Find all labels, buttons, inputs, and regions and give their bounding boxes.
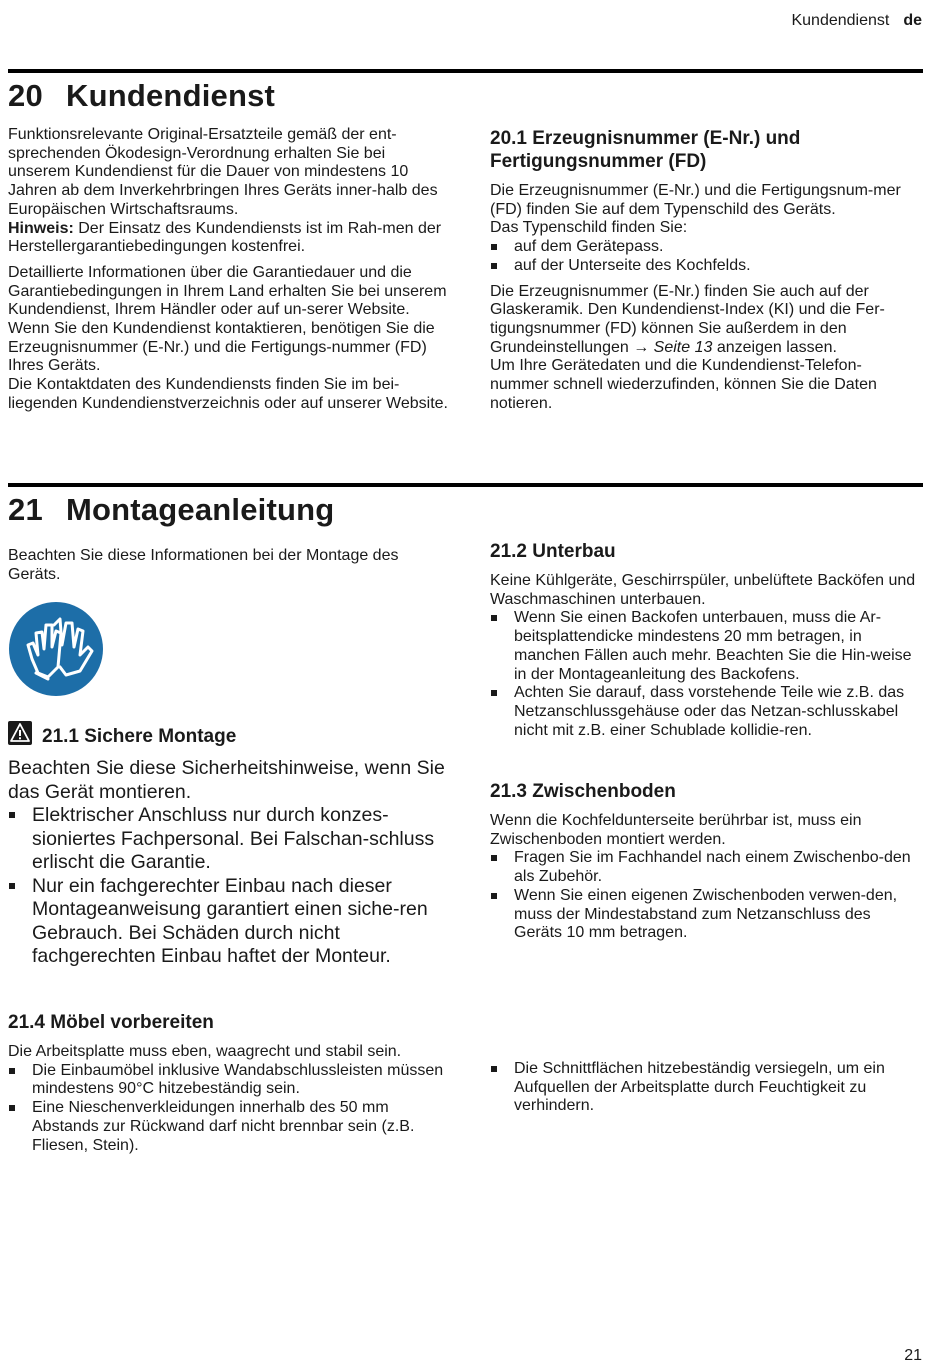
paragraph: Funktionsrelevante Original-Ersatzteile gemäß der ent-sprechenden Ökodesign-Verordnung erhalten Sie bei unserem Kundendienst für die Dauer von mindestens 10 Jahren ab dem Inverkehrbringen Ihres Geräts inner-halb des Europäischen Wirtschaftsraums. [8, 126, 438, 218]
page-reference-link[interactable]: Seite 13 [653, 338, 713, 356]
section-21-2 [490, 540, 920, 740]
section-21-4-right [490, 1060, 920, 1116]
list-item: Achten Sie darauf, dass vorstehende Teile wie z.B. das Netzanschlussgehäuse oder das Netzan-schlusskabel nicht mit z.B. einer Schublade kollidie-ren. [490, 684, 920, 740]
arrow-icon: → [633, 338, 650, 356]
note [8, 220, 448, 257]
section-21-intro: Beachten Sie diese Informationen bei der Montage des Geräts. [8, 547, 399, 583]
list-item: Die Schnittflächen hitzebeständig versiegeln, um ein Aufquellen der Arbeitsplatte durch Feuchtigkeit zu verhindern. [490, 1060, 920, 1116]
subsection-body [490, 182, 920, 413]
bullet-list [8, 1062, 448, 1156]
subsection-title: 21.2 Unterbau [490, 541, 616, 562]
list-item: Elektrischer Anschluss nur durch konzes-sioniertes Fachpersonal. Bei Falschan-schluss erlischt die Garantie. [8, 804, 448, 875]
section-title: Montageanleitung [66, 492, 335, 527]
subsection-body [490, 572, 920, 740]
bullet-list [490, 1060, 920, 1116]
subsection-body [490, 812, 920, 943]
gloves-icon [8, 601, 104, 697]
section-21-1 [8, 721, 448, 969]
list-item: Die Einbaumöbel inklusive Wandabschlussleisten müssen mindestens 90°C hitzebeständig sein. [8, 1062, 448, 1099]
paragraph: Wenn Sie den Kundendienst kontaktieren, benötigen Sie die Erzeugnisnummer (E-Nr.) und die Fertigungs-nummer (FD) Ihres Geräts. [8, 320, 435, 375]
subsection-body [8, 1043, 448, 1155]
list-item: Fragen Sie im Fachhandel nach einem Zwischenbo-den als Zubehör. [490, 849, 920, 886]
subsection-title: 21.4 Möbel vorbereiten [8, 1012, 214, 1033]
paragraph: Die Erzeugnisnummer (E-Nr.) und die Fertigungsnum-mer (FD) finden Sie auf dem Typenschild des Geräts. [490, 182, 901, 218]
subsection-title: 21.3 Zwischenboden [490, 781, 676, 802]
header-section: Kundendienst [791, 12, 890, 29]
list-item: Eine Nieschenverkleidungen innerhalb des 50 mm Abstands zur Rückwand darf nicht brennbar sein (z.B. Fliesen, Stein). [8, 1099, 448, 1155]
subsection-title-row [8, 721, 448, 748]
section-21-3 [490, 780, 920, 943]
section-title: Kundendienst [66, 78, 276, 113]
list-item: auf dem Gerätepass. [490, 238, 920, 257]
bullet-list [8, 804, 448, 969]
paragraph: Die Kontaktdaten des Kundendiensts finden Sie im bei-liegenden Kundendienstverzeichnis oder auf unserer Website. [8, 376, 448, 412]
subsection-title: 20.1 Erzeugnisnummer (E-Nr.) und Fertigungsnummer (FD) [490, 128, 801, 172]
paragraph: Detaillierte Informationen über die Garantiedauer und die Garantiebedingungen in Ihrem Land erhalten Sie bei unserem Kundendienst, Ihrem Händler oder auf un-serer Website. [8, 263, 447, 319]
list-item: Nur ein fachgerechter Einbau nach dieser Montageanweisung garantiert einen siche-ren Gebrauch. Bei Schäden durch nicht fachgerechten Einbau haftet der Monteur. [8, 875, 448, 969]
safety-text [8, 757, 448, 969]
paragraph: Die Arbeitsplatte muss eben, waagrecht und stabil sein. [8, 1043, 402, 1060]
list-item: Wenn Sie einen eigenen Zwischenboden verwen-den, muss der Mindestabstand zum Netzanschluss des Geräts 10 mm betragen. [490, 887, 920, 943]
paragraph: Das Typenschild finden Sie: [490, 219, 688, 237]
section-20-title [8, 78, 275, 114]
warning-icon [8, 721, 32, 745]
list-item: Wenn Sie einen Backofen unterbauen, muss die Ar-beitsplattendicke mindestens 20 mm betragen, in manchen Fällen auch mehr. Beachten Sie die Hin-weise in der Montageanleitung des Backofens. [490, 609, 920, 684]
section-21-4 [8, 1011, 448, 1155]
paragraph: Beachten Sie diese Sicherheitshinweise, wenn Sie das Gerät montieren. [8, 757, 445, 803]
section-number: 21 [8, 492, 43, 527]
paragraph: Keine Kühlgeräte, Geschirrspüler, unbelüftete Backöfen und Waschmaschinen unterbauen. [490, 572, 916, 608]
running-header [791, 12, 922, 30]
note-text: Der Einsatz des Kundendiensts ist im Rah-men der Herstellergarantiebedingungen kostenfrei. [8, 219, 442, 256]
bullet-list [490, 238, 920, 275]
bullet-list [490, 849, 920, 943]
section-21-title [8, 492, 334, 528]
paragraph: Um Ihre Gerätedaten und die Kundendienst-Telefon-nummer schnell wiederzufinden, können Sie die Daten notieren. [490, 357, 877, 412]
section-rule [8, 483, 923, 487]
paragraph: Wenn die Kochfeldunterseite berührbar ist, muss ein Zwischenboden montiert werden. [490, 812, 862, 848]
paragraph: Die Erzeugnisnummer (E-Nr.) finden Sie auch auf der Glaskeramik. Den Kundendienst-Index (KI) und die Fer-tigungsnummer (FD) können Sie außerdem in den Grundeinstellungen → Seite 13 anzeigen lassen. [490, 282, 885, 356]
subsection-title: 21.1 Sichere Montage [42, 726, 237, 747]
section-rule [8, 69, 923, 73]
section-20-left-column [8, 126, 448, 414]
section-number: 20 [8, 78, 43, 113]
page-number: 21 [904, 1347, 922, 1364]
section-20-1 [490, 127, 920, 413]
header-lang: de [903, 12, 922, 29]
list-item: auf der Unterseite des Kochfelds. [490, 257, 920, 276]
bullet-list [490, 609, 920, 740]
note-label: Hinweis: [8, 219, 74, 237]
